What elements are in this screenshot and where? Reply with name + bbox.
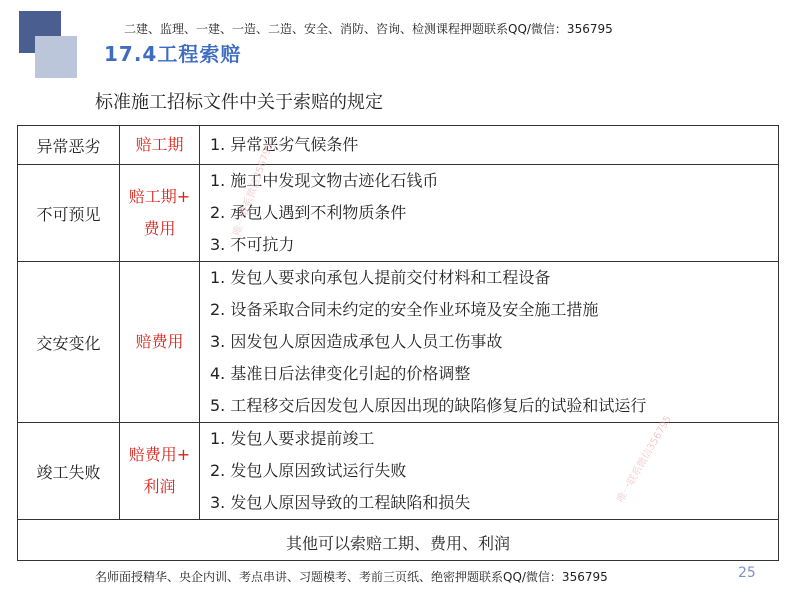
table-row-completion-failure	[18, 423, 779, 520]
conditions-cell	[200, 165, 779, 262]
compensation-cell	[120, 423, 200, 520]
watermark-text: 唯一联系微信356795	[615, 413, 675, 505]
compensation-cell	[120, 126, 200, 165]
condition-item: 2. 承包人遇到不利物质条件	[210, 203, 407, 222]
table-row-footer	[18, 520, 779, 561]
decorative-square-light	[35, 36, 77, 78]
condition-item: 1. 异常恶劣气候条件	[210, 135, 359, 154]
section-title: 17.4工程索赔	[104, 42, 242, 66]
bottom-contact-banner: 名师面授精华、央企内训、考点串讲、习题模考、考前三页纸、绝密押题联系QQ/微信：356795	[95, 570, 608, 584]
table-row-unforeseen	[18, 165, 779, 262]
condition-item: 1. 发包人要求提前竣工	[210, 429, 375, 448]
compensation-line: 费用	[143, 219, 176, 238]
table-row-safety-change	[18, 262, 779, 423]
table-footer-cell	[18, 520, 779, 561]
condition-item: 1. 施工中发现文物古迹化石钱币	[210, 171, 439, 190]
compensation-line: 赔费用+	[128, 445, 191, 464]
condition-item: 4. 基准日后法律变化引起的价格调整	[210, 364, 471, 383]
claim-type-cell: 交安变化	[18, 262, 120, 423]
compensation-line: 利润	[143, 477, 176, 496]
claims-table	[17, 125, 779, 561]
compensation-cell	[120, 165, 200, 262]
claim-type-cell: 不可预见	[18, 165, 120, 262]
conditions-cell	[200, 126, 779, 165]
claim-type-cell: 异常恶劣	[18, 126, 120, 165]
condition-item: 3. 因发包人原因造成承包人人员工伤事故	[210, 332, 503, 351]
slide-subtitle: 标准施工招标文件中关于索赔的规定	[95, 92, 383, 113]
page-number: 25	[738, 565, 756, 581]
table-footer-text: 其他可以索赔工期、费用、利润	[285, 533, 510, 553]
condition-item: 3. 发包人原因导致的工程缺陷和损失	[210, 493, 471, 512]
compensation-line: 赔工期+	[128, 187, 191, 206]
table-row-weather	[18, 126, 779, 165]
claim-type-cell: 竣工失败	[18, 423, 120, 520]
condition-item: 3. 不可抗力	[210, 235, 295, 254]
compensation-cell	[120, 262, 200, 423]
watermark-text: 唯一联系微信356795	[231, 141, 276, 238]
conditions-cell	[200, 423, 779, 520]
conditions-cell	[200, 262, 779, 423]
condition-item: 5. 工程移交后因发包人原因出现的缺陷修复后的试验和试运行	[210, 396, 647, 415]
compensation-line: 赔工期	[135, 135, 184, 154]
condition-item: 1. 发包人要求向承包人提前交付材料和工程设备	[210, 268, 551, 287]
top-contact-banner: 二建、监理、一建、一造、二造、安全、消防、咨询、检测课程押题联系QQ/微信：356795	[124, 22, 613, 36]
condition-item: 2. 设备采取合同未约定的安全作业环境及安全施工措施	[210, 300, 599, 319]
condition-item: 2. 发包人原因致试运行失败	[210, 461, 407, 480]
compensation-line: 赔费用	[135, 332, 184, 351]
